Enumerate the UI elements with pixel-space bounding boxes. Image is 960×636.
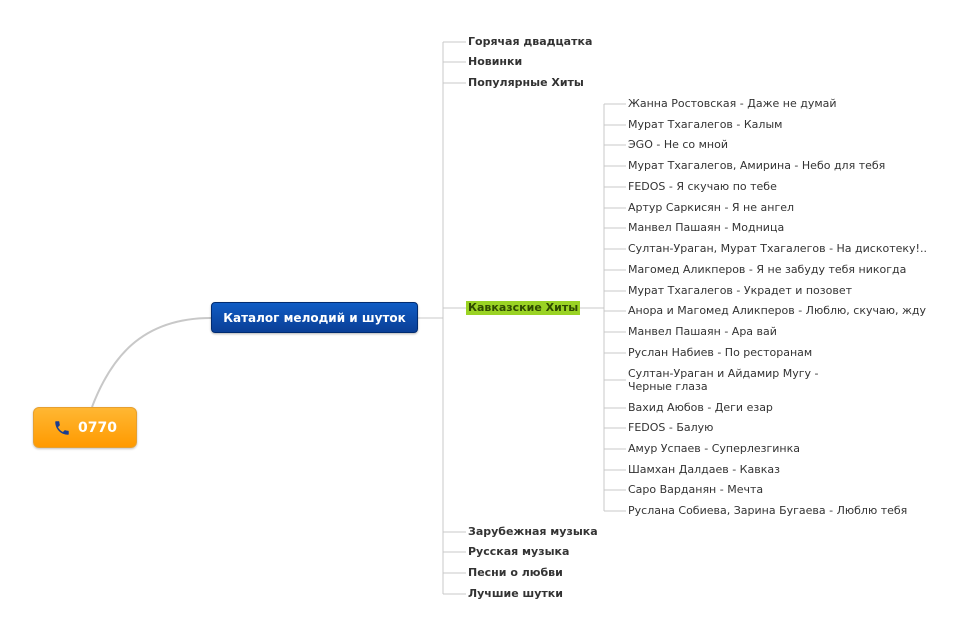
root-node[interactable] [33,407,137,448]
song-item[interactable]: Саро Варданян - Мечта [628,483,764,496]
song-item-continued[interactable]: Черные глаза [628,380,708,393]
category-foreign-music[interactable]: Зарубежная музыка [468,525,598,538]
phone-icon [53,419,71,437]
catalog-label: Каталог мелодий и шуток [223,310,406,325]
song-item[interactable]: Мурат Тхагалегов, Амирина - Небо для тебя [628,159,886,172]
song-item[interactable]: Анора и Магомед Аликперов - Люблю, скучаю, жду [628,304,927,317]
song-item[interactable]: Жанна Ростовская - Даже не думай [628,97,837,110]
song-item[interactable]: Султан-Ураган и Айдамир Мугу - [628,367,819,380]
song-item[interactable]: Руслан Набиев - По ресторанам [628,346,813,359]
category-new[interactable]: Новинки [468,55,523,68]
song-item[interactable]: ЭGO - Не со мной [628,138,729,151]
category-popular-hits[interactable]: Популярные Хиты [468,76,584,89]
song-item[interactable]: Мурат Тхагалегов - Украдет и позовет [628,284,853,297]
root-label: 0770 [78,419,117,436]
category-best-jokes[interactable]: Лучшие шутки [468,587,563,600]
song-item[interactable]: Амур Успаев - Суперлезгинка [628,442,800,455]
catalog-node[interactable] [211,302,418,333]
song-item[interactable]: Мурат Тхагалегов - Калым [628,118,783,131]
song-item[interactable]: Магомед Аликперов - Я не забуду тебя никогда [628,263,907,276]
song-item[interactable]: Манвел Пашаян - Модница [628,221,785,234]
category-caucasian-hits[interactable]: Кавказские Хиты [468,301,579,314]
category-love-songs[interactable]: Песни о любви [468,566,563,579]
song-item[interactable]: Вахид Аюбов - Деги езар [628,401,773,414]
song-item[interactable]: FEDOS - Я скучаю по тебе [628,180,777,193]
song-item[interactable]: Султан-Ураган, Мурат Тхагалегов - На дискотеку!.. [628,242,927,255]
song-item[interactable]: Руслана Собиева, Зарина Бугаева - Люблю тебя [628,504,908,517]
category-hot-twenty[interactable]: Горячая двадцатка [468,35,593,48]
song-item[interactable]: Манвел Пашаян - Ара вай [628,325,777,338]
song-item[interactable]: Шамхан Далдаев - Кавказ [628,463,780,476]
song-item[interactable]: FEDOS - Балую [628,421,714,434]
category-russian-music[interactable]: Русская музыка [468,545,570,558]
song-item[interactable]: Артур Саркисян - Я не ангел [628,201,795,214]
